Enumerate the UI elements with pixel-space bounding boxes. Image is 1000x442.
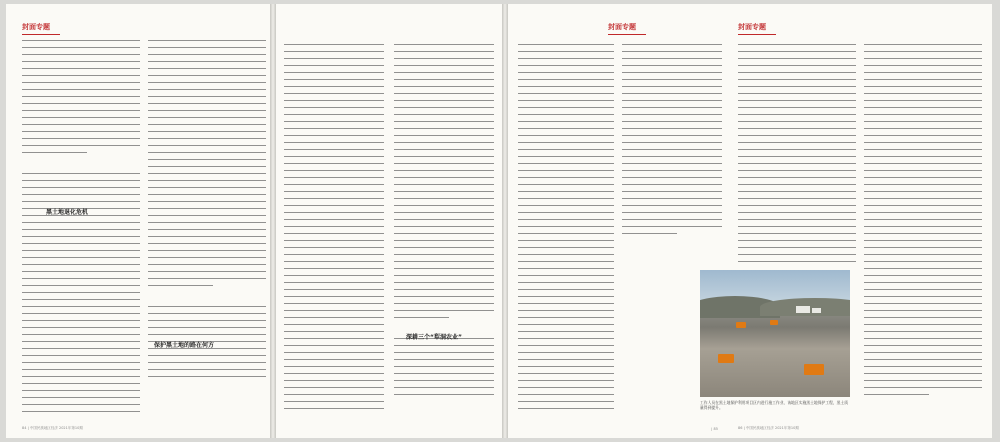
white-building (812, 308, 821, 313)
section-subheading: 深耕三个“犁洞农业” (406, 334, 462, 341)
page-footer: 84 | 中国民族地区经济 2021年第10期 (22, 426, 83, 430)
text-column (518, 44, 614, 412)
page-1 (6, 4, 276, 438)
section-header: 封面专题 (608, 23, 636, 31)
excavator (718, 354, 734, 363)
text-column (864, 44, 982, 412)
header-rule (608, 34, 646, 35)
photo-caption: 工作人员在黑土地保护利用项目区内进行施工作业，该地区实施黑土地保护工程，黑土质量得到提升。 (700, 400, 849, 410)
section-header: 封面专题 (22, 23, 50, 31)
white-building (796, 306, 810, 313)
page-footer: | 85 (711, 427, 718, 431)
text-column (148, 40, 266, 412)
excavator (770, 320, 778, 325)
black-soil-photo (700, 270, 850, 397)
text-column (22, 40, 140, 412)
section-subheading: 黑土地退化危机 (46, 209, 89, 216)
excavator (736, 322, 746, 328)
text-column (738, 44, 856, 262)
excavator (804, 364, 824, 375)
page-3 (508, 4, 728, 438)
header-rule (22, 34, 60, 35)
section-subheading: 保护黑土地的路在何方 (154, 342, 215, 349)
text-column (284, 44, 384, 412)
text-column (394, 44, 494, 412)
page-footer: 86 | 中国民族地区经济 2021年第10期 (738, 426, 799, 430)
header-rule (738, 34, 776, 35)
section-header: 封面专题 (738, 23, 766, 31)
page-2 (276, 4, 502, 438)
